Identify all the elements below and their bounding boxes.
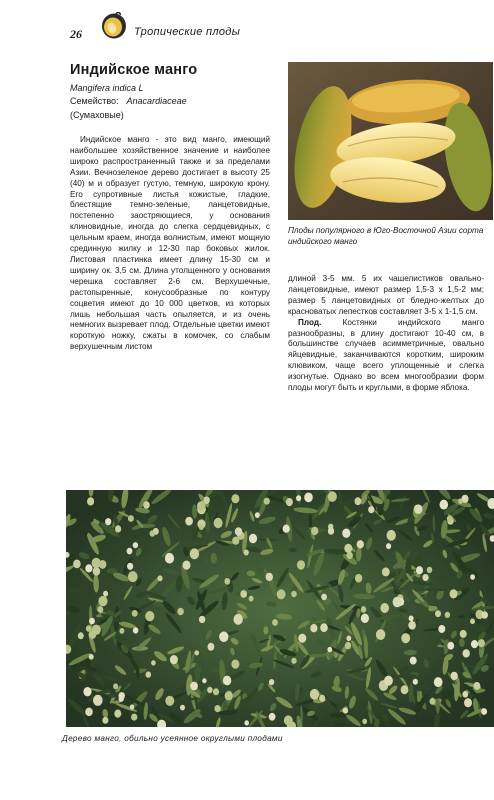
paragraph-fruit <box>288 318 484 394</box>
family-latin: Anacardiaceae <box>126 96 187 106</box>
right-column <box>288 274 484 394</box>
family-russian: (Сумаховые) <box>70 110 124 120</box>
paragraph-intro: Индийское манго - это вид манго, имеющий наибольшее хозяйственное значение и наиболее широко распространенный также и за пределами Азии. Вечнозеленое дерево достигает в высоту 25 (40) м и образует густую, темную, широкую крону. Его супротивные листья кожистые, гладкие, блестящие темно-зеленые, ланцетовидные, постепенно заостряющиеся, у основания клиновидные, иногда до слегка сердцевидных, с цельным краем, иногда волнистым, имеют мощную срединную жилку и 12-30 пар боковых жилок. Листовая пластинка имеет длину 15-30 см и ширину ок. 3,5 см. Длина утолщенного у основания черешка составляет 2-6 см. Верхушечные, растопыренные, конусообразные по контуру соцветия имеют до 10 000 цветков, из которых лишь небольшая часть опыляется, и из очень немногих вызревает плод. Отдельные цветки имеют короткую ножку, сжаты в комочек, со слабым верхушечным листом <box>70 135 270 352</box>
latin-name: Mangifera indica L <box>70 83 144 93</box>
left-column <box>70 135 270 353</box>
fruit-text: Костянки индийского манго разнообразны, в длину достигают 10-40 см, в большинстве случаев асимметричные, овально яйцевидные, заканчиваются коротким, широким клювиком, чаще всего уплощенные и слегка изогнутые. Однако во всем многообразии форм плоды могут быть и круглыми, в форме яблока. <box>288 317 484 393</box>
photo2-caption: Дерево манго, обильно усеянное округлыми плодами <box>62 734 283 743</box>
mango-tree-photo <box>66 490 494 727</box>
photo1-caption: Плоды популярного в Юго-Восточной Азии сорта индийского манго <box>288 226 484 246</box>
running-title: Тропические плоды <box>134 26 241 38</box>
fruit-heading: Плод. <box>298 317 322 327</box>
article-title: Индийское манго <box>70 62 198 78</box>
family-line <box>70 96 187 106</box>
family-label: Семейство: <box>70 96 119 106</box>
mango-icon <box>100 12 128 40</box>
mango-slices-photo <box>288 62 493 220</box>
page-number: 26 <box>70 27 82 41</box>
paragraph-continuation: длиной 3-5 мм. 5 их чашелистиков овально-ланцетовидные, имеют размер 1,5-3 х 1,5-2 мм; размер 5 ланцетовидных от бледно-желтых до красноватых лепестков составляет 3-5 х 1-1,5 см. <box>288 274 484 316</box>
